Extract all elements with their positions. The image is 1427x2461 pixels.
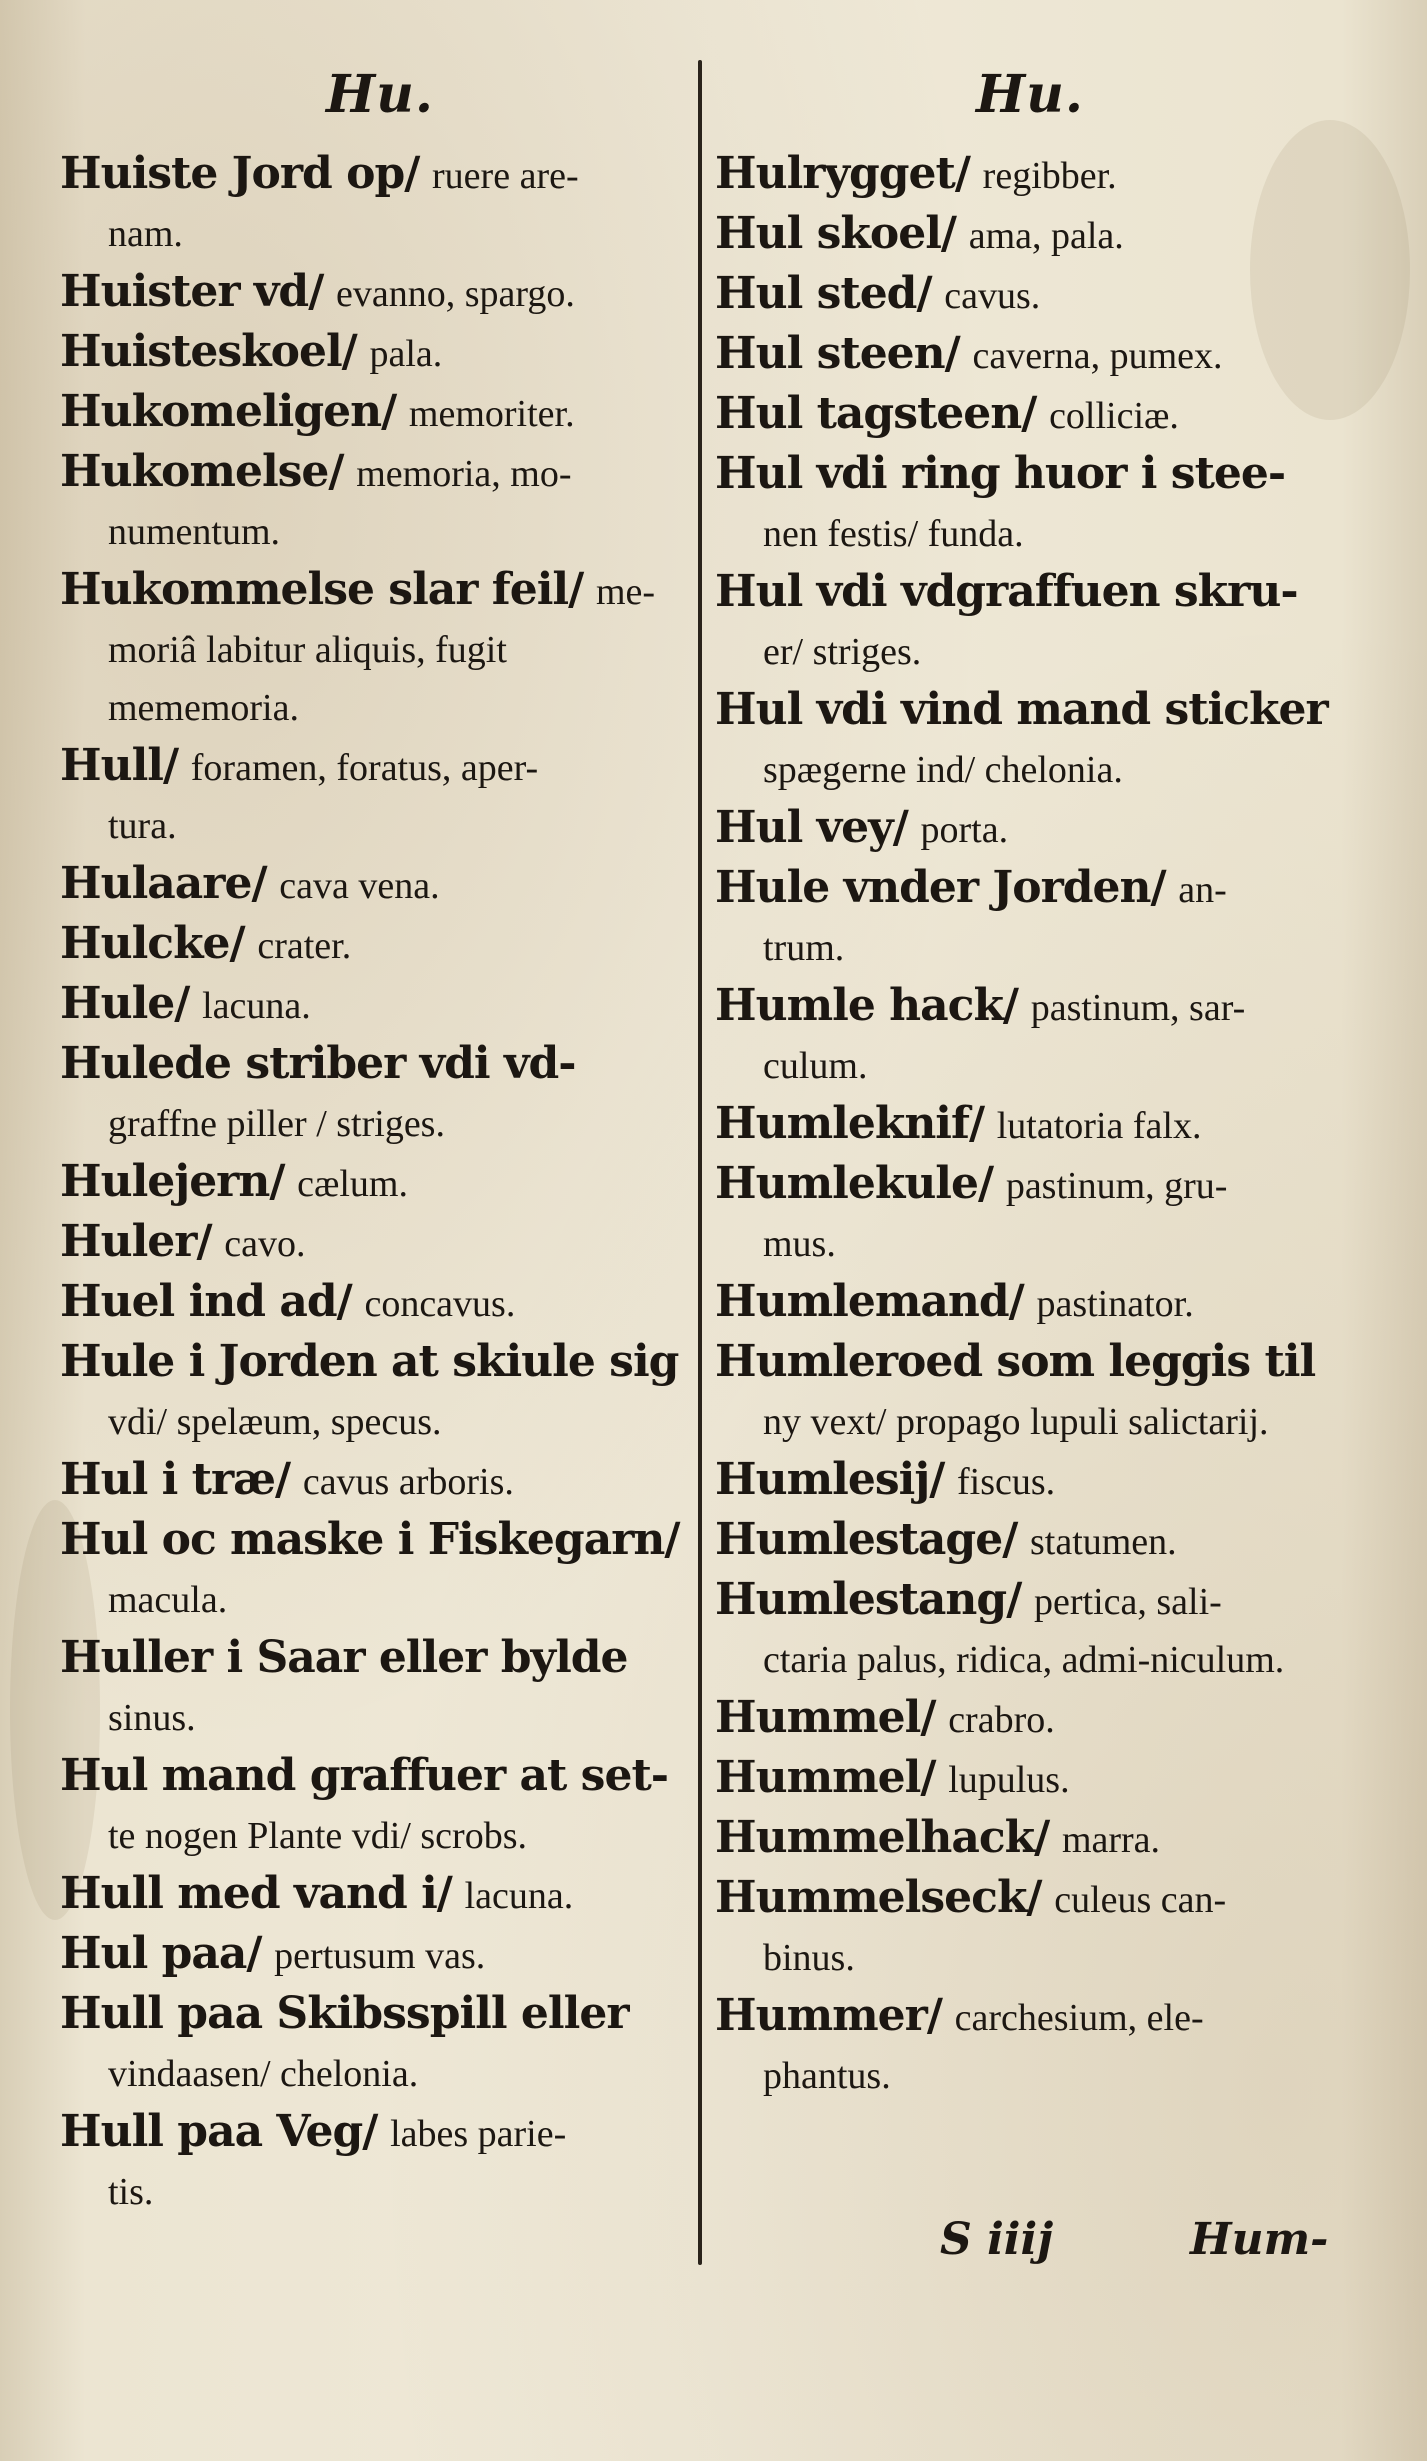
latin-gloss: cavus arboris.: [302, 1461, 514, 1503]
entry-first-line: [715, 1451, 1345, 1511]
latin-gloss: pastinum, gru-: [1005, 1165, 1228, 1207]
latin-gloss: crater.: [257, 925, 352, 967]
entry-continuation: vdi/ spelæum, specus.: [108, 1401, 442, 1443]
entry-first-line: [60, 1865, 700, 1925]
entry-first-line: [60, 443, 700, 503]
dictionary-entry: [715, 1333, 1345, 1451]
entry-first-line: [60, 1213, 700, 1273]
latin-gloss: crabro.: [948, 1699, 1055, 1741]
headword: Huller i Saar eller bylde: [60, 1632, 628, 1683]
headword: Humleknif/: [715, 1098, 985, 1149]
entry-first-line: [60, 855, 700, 915]
dictionary-entry: [715, 563, 1345, 681]
latin-gloss: caverna, pumex.: [972, 335, 1223, 377]
entry-first-line: [60, 1273, 700, 1333]
headword: Hul vdi ring huor i stee-: [715, 448, 1286, 499]
dictionary-entry: [60, 1747, 700, 1865]
latin-gloss: ama, pala.: [968, 215, 1124, 257]
headword: Hulcke/: [60, 918, 245, 969]
headword: Hule/: [60, 978, 190, 1029]
entry-first-line: [715, 325, 1345, 385]
entry-continuation: graffne piller / striges.: [108, 1103, 445, 1145]
entry-first-line: [715, 205, 1345, 265]
entry-continuation: culum.: [763, 1045, 868, 1087]
entry-first-line: [60, 915, 700, 975]
entry-first-line: [60, 737, 700, 797]
entry-first-line: [715, 1095, 1345, 1155]
entry-first-line: [60, 561, 700, 621]
catchword: Hum-: [1190, 2214, 1329, 2265]
dictionary-entry: [60, 263, 700, 323]
dictionary-entry: [60, 1511, 700, 1629]
latin-gloss: lupulus.: [948, 1759, 1070, 1801]
headword: Hul mand graffuer at set-: [60, 1750, 669, 1801]
entry-continuation: trum.: [763, 927, 845, 969]
dictionary-entry: [60, 1153, 700, 1213]
dictionary-entry: [715, 799, 1345, 859]
headword: Hulaare/: [60, 858, 267, 909]
latin-gloss: ruere are-: [432, 155, 579, 197]
entry-first-line: [715, 1571, 1345, 1631]
dictionary-entry: [60, 1629, 700, 1747]
headword: Humleroed som leggis til: [715, 1336, 1316, 1387]
headword: Hul oc maske i Fiskegarn/: [60, 1514, 680, 1565]
entry-first-line: [715, 1689, 1345, 1749]
latin-gloss: pastinator.: [1036, 1283, 1194, 1325]
latin-gloss: regibber.: [982, 155, 1117, 197]
entry-first-line: [715, 1273, 1345, 1333]
entry-first-line: [60, 1985, 700, 2045]
headword: Hull paa Skibsspill eller: [60, 1988, 629, 2039]
entry-first-line: [60, 1333, 700, 1393]
latin-gloss: foramen, foratus, aper-: [190, 747, 539, 789]
headword: Humlestang/: [715, 1574, 1022, 1625]
dictionary-entry: [715, 1749, 1345, 1809]
latin-gloss: pala.: [369, 333, 443, 375]
latin-gloss: concavus.: [364, 1283, 516, 1325]
latin-gloss: lacuna.: [464, 1875, 574, 1917]
dictionary-entry: [60, 1273, 700, 1333]
entry-continuation: phantus.: [763, 2055, 891, 2097]
headword: Humle hack/: [715, 980, 1018, 1031]
page-footer: [940, 2210, 1340, 2270]
headword: Hul vdi vind mand sticker: [715, 684, 1328, 735]
entry-continuation: tis.: [108, 2171, 154, 2213]
dictionary-entry: [715, 859, 1345, 977]
signature-mark: S iiij: [940, 2214, 1054, 2265]
entry-first-line: [60, 1511, 700, 1571]
dictionary-entry: [715, 1273, 1345, 1333]
latin-gloss: porta.: [920, 809, 1009, 851]
latin-gloss: culeus can-: [1054, 1879, 1227, 1921]
dictionary-entry: [715, 1571, 1345, 1689]
entry-first-line: [715, 563, 1345, 623]
entry-first-line: [60, 1925, 700, 1985]
dictionary-entry: [715, 1511, 1345, 1571]
headword: Hul skoel/: [715, 208, 956, 259]
entry-first-line: [715, 1511, 1345, 1571]
entry-first-line: [60, 975, 700, 1035]
dictionary-entry: [715, 1095, 1345, 1155]
dictionary-entry: [715, 265, 1345, 325]
headword: Hukommelse slar feil/: [60, 564, 584, 615]
entry-continuation: ny vext/ propago lupuli salictarij.: [763, 1401, 1269, 1443]
headword: Hul sted/: [715, 268, 932, 319]
headword: Huel ind ad/: [60, 1276, 352, 1327]
dictionary-entry: [715, 325, 1345, 385]
entry-first-line: [60, 1629, 700, 1689]
dictionary-entry: [60, 2103, 700, 2221]
entry-continuation: macula.: [108, 1579, 228, 1621]
entry-continuation: numentum.: [108, 511, 281, 553]
entry-first-line: [60, 263, 700, 323]
entry-continuation: binus.: [763, 1937, 855, 1979]
headword: Huiste Jord op/: [60, 148, 420, 199]
dictionary-entry: [715, 681, 1345, 799]
dictionary-entry: [715, 1689, 1345, 1749]
headword: Hull paa Veg/: [60, 2106, 378, 2157]
dictionary-entry: [60, 1865, 700, 1925]
dictionary-entry: [60, 443, 700, 561]
dictionary-entry: [715, 445, 1345, 563]
entry-first-line: [715, 859, 1345, 919]
headword: Hul tagsteen/: [715, 388, 1037, 439]
headword: Humlemand/: [715, 1276, 1024, 1327]
headword: Hul steen/: [715, 328, 960, 379]
headword: Huister vd/: [60, 266, 324, 317]
entry-continuation: vindaasen/ chelonia.: [108, 2053, 419, 2095]
dictionary-entry: [60, 323, 700, 383]
right-entries-list: [715, 145, 1345, 2105]
dictionary-entry: [60, 915, 700, 975]
entry-first-line: [715, 1155, 1345, 1215]
dictionary-entry: [715, 145, 1345, 205]
latin-gloss: fiscus.: [957, 1461, 1056, 1503]
headword: Hule vnder Jorden/: [715, 862, 1166, 913]
latin-gloss: memoriter.: [408, 393, 575, 435]
headword: Huler/: [60, 1216, 212, 1267]
dictionary-entry: [715, 1809, 1345, 1869]
latin-gloss: cavus.: [944, 275, 1041, 317]
dictionary-entry: [60, 1925, 700, 1985]
dictionary-entry: [60, 145, 700, 263]
dictionary-entry: [60, 975, 700, 1035]
entry-first-line: [715, 1749, 1345, 1809]
entry-first-line: [60, 1747, 700, 1807]
entry-continuation: mus.: [763, 1223, 836, 1265]
headword: Humlekule/: [715, 1158, 994, 1209]
dictionary-entry: [60, 1451, 700, 1511]
headword: Hul vey/: [715, 802, 908, 853]
dictionary-entry: [715, 1155, 1345, 1273]
entry-first-line: [715, 265, 1345, 325]
entry-first-line: [60, 1153, 700, 1213]
entry-continuation: te nogen Plante vdi/ scrobs.: [108, 1815, 527, 1857]
latin-gloss: pastinum, sar-: [1030, 987, 1246, 1029]
left-column: [60, 55, 700, 2221]
headword: Hummel/: [715, 1692, 936, 1743]
latin-gloss: statumen.: [1029, 1521, 1177, 1563]
entry-continuation: er/ striges.: [763, 631, 922, 673]
headword: Hummelhack/: [715, 1812, 1050, 1863]
latin-gloss: lutatoria falx.: [996, 1105, 1202, 1147]
headword: Hul vdi vdgraffuen skru-: [715, 566, 1298, 617]
entry-first-line: [60, 1451, 700, 1511]
entry-first-line: [715, 977, 1345, 1037]
latin-gloss: cælum.: [297, 1163, 408, 1205]
headword: Humlestage/: [715, 1514, 1018, 1565]
entry-continuation: ctaria palus, ridica, admi-niculum.: [763, 1639, 1285, 1681]
latin-gloss: an-: [1178, 869, 1227, 911]
latin-gloss: marra.: [1061, 1819, 1161, 1861]
dictionary-entry: [715, 1869, 1345, 1987]
latin-gloss: labes parie-: [390, 2113, 567, 2155]
right-column-header: Hu.: [975, 64, 1085, 125]
headword: Hule i Jorden at skiule sig: [60, 1336, 679, 1387]
headword: Hulede striber vdi vd-: [60, 1038, 576, 1089]
dictionary-entry: [60, 1333, 700, 1451]
headword: Hummer/: [715, 1990, 942, 2041]
latin-gloss: lacuna.: [202, 985, 311, 1027]
column-divider: [698, 60, 702, 2265]
entry-first-line: [715, 145, 1345, 205]
entry-continuation: sinus.: [108, 1697, 196, 1739]
dictionary-entry: [715, 205, 1345, 265]
entry-first-line: [715, 799, 1345, 859]
entry-first-line: [715, 1869, 1345, 1929]
dictionary-entry: [715, 977, 1345, 1095]
entry-first-line: [60, 145, 700, 205]
dictionary-entry: [60, 855, 700, 915]
headword: Hul i træ/: [60, 1454, 291, 1505]
dictionary-entry: [60, 1035, 700, 1153]
left-column-header: Hu.: [325, 64, 435, 125]
dictionary-entry: [715, 385, 1345, 445]
latin-gloss: cavo.: [224, 1223, 306, 1265]
headword: Humlesij/: [715, 1454, 945, 1505]
headword: Hull med vand i/: [60, 1868, 452, 1919]
headword: Hulrygget/: [715, 148, 970, 199]
headword: Hummel/: [715, 1752, 936, 1803]
entry-first-line: [715, 445, 1345, 505]
entry-first-line: [60, 383, 700, 443]
entry-continuation: moriâ labitur aliquis, fugit mememoria.: [108, 629, 507, 729]
latin-gloss: colliciæ.: [1049, 395, 1179, 437]
latin-gloss: pertusum vas.: [274, 1935, 486, 1977]
dictionary-entry: [60, 1985, 700, 2103]
headword: Huisteskoel/: [60, 326, 357, 377]
dictionary-entry: [60, 1213, 700, 1273]
entry-first-line: [60, 323, 700, 383]
entry-continuation: nen festis/ funda.: [763, 513, 1024, 555]
entry-first-line: [715, 1809, 1345, 1869]
entry-first-line: [60, 2103, 700, 2163]
entry-first-line: [60, 1035, 700, 1095]
entry-first-line: [715, 385, 1345, 445]
left-entries-list: [60, 145, 700, 2221]
latin-gloss: carchesium, ele-: [954, 1997, 1204, 2039]
entry-first-line: [715, 1987, 1345, 2047]
entry-continuation: spægerne ind/ chelonia.: [763, 749, 1123, 791]
latin-gloss: cava vena.: [279, 865, 440, 907]
dictionary-entry: [715, 1451, 1345, 1511]
dictionary-entry: [715, 1987, 1345, 2105]
headword: Hukomeligen/: [60, 386, 397, 437]
headword: Hukomelse/: [60, 446, 344, 497]
dictionary-entry: [60, 737, 700, 855]
dictionary-entry: [60, 561, 700, 737]
latin-gloss: evanno, spargo.: [336, 273, 575, 315]
entry-continuation: tura.: [108, 805, 177, 847]
latin-gloss: me-: [595, 571, 656, 613]
headword: Hul paa/: [60, 1928, 262, 1979]
entry-first-line: [715, 1333, 1345, 1393]
headword: Hummelseck/: [715, 1872, 1042, 1923]
right-column: [715, 55, 1345, 2105]
entry-continuation: nam.: [108, 213, 183, 255]
entry-first-line: [715, 681, 1345, 741]
latin-gloss: pertica, sali-: [1033, 1581, 1222, 1623]
latin-gloss: memoria, mo-: [356, 453, 572, 495]
headword: Hull/: [60, 740, 179, 791]
dictionary-entry: [60, 383, 700, 443]
headword: Hulejern/: [60, 1156, 285, 1207]
